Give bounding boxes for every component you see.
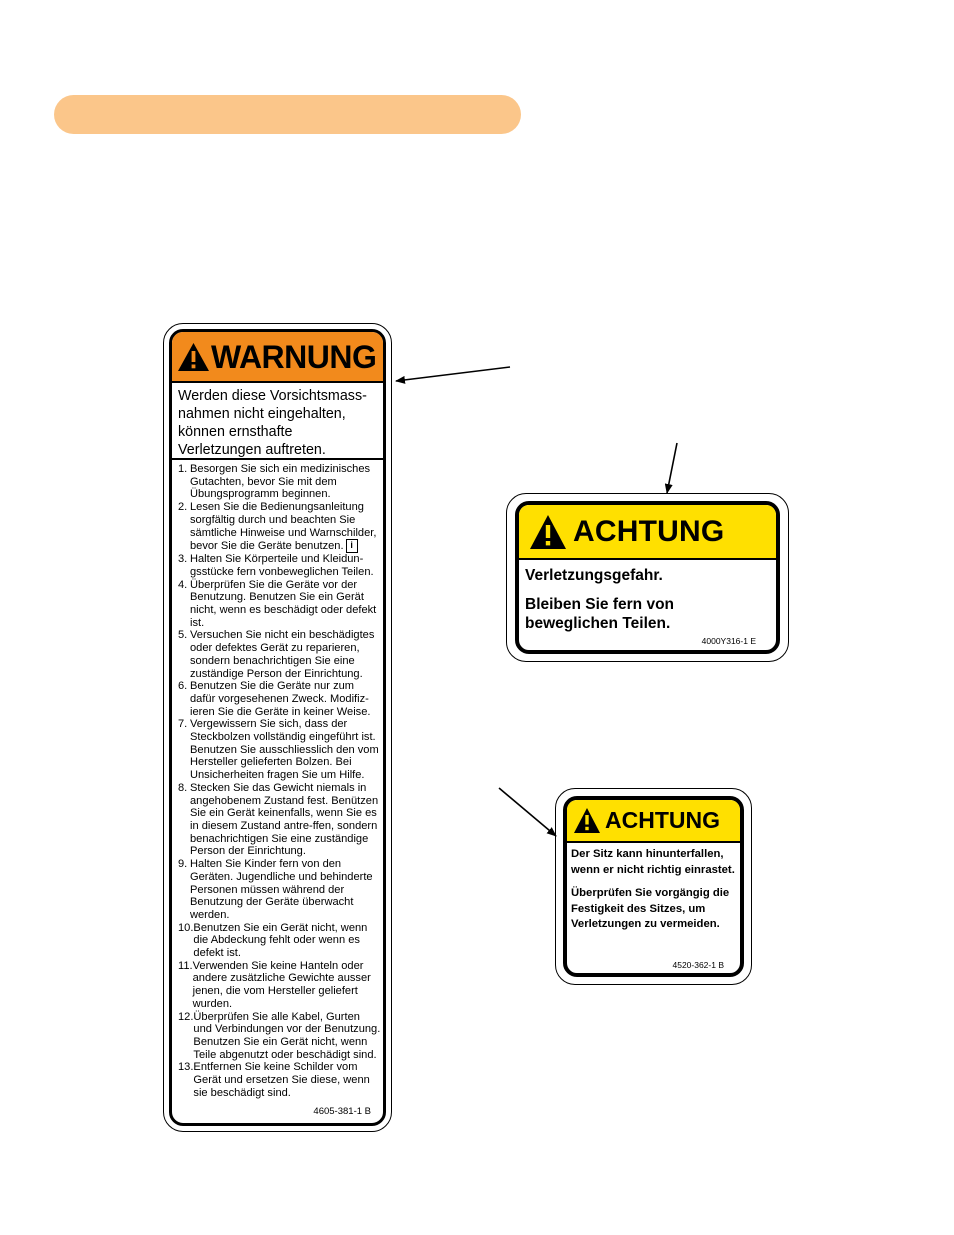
caution-label-title: ACHTUNG [605, 807, 720, 833]
caution-label-code: 4000Y316-1 E [701, 636, 756, 646]
item-text: Benutzen Sie die Geräte nur zum dafür vorgesehenen Zweck. Modifiz-ieren Sie die Geräte in keiner Weise. [190, 680, 371, 718]
arrow-to-warning-label [396, 367, 510, 381]
caution-text-line: Verletzungsgefahr. [525, 567, 663, 584]
arrow-to-caution-label-2 [499, 788, 556, 836]
item-number: 9. [178, 858, 188, 871]
item-number: 11. [178, 959, 193, 972]
item-text: Stecken Sie das Gewicht niemals in angehobenem Zustand fest. Benützen Sie ein Gerät keinenfalls, wenn Sie es in diesem Zustand antre-ffen, sondern benachrichtigen Sie eine zuständige Person der Einrichtung. [190, 781, 379, 858]
item-text: Halten Sie Kinder fern von den Geräten. Jugendliche und behinderte Personen müssen während der Benutzung der Geräte überwacht werden. [190, 858, 373, 921]
item-text: Versuchen Sie nicht ein beschädigtes oder defektes Gerät zu reparieren, sondern benachrichtigen Sie eine zuständige Person der Einrichtung. [190, 629, 375, 680]
item-text: Besorgen Sie sich ein medizinisches Gutachten, bevor Sie mit dem Übungsprogramm beginnen. [190, 463, 371, 501]
item-number: 3. [178, 553, 188, 566]
item-number: 8. [178, 781, 188, 794]
caution-text-line: Bleiben Sie fern von beweglichen Teilen. [525, 596, 675, 632]
warning-label-code: 4605-381-1 B [313, 1106, 371, 1117]
caution-label-title: ACHTUNG [573, 514, 725, 548]
caution-text-line: Der Sitz kann hinunterfallen, wenn er nicht richtig einrastet. [571, 848, 735, 876]
item-number: 5. [178, 629, 188, 642]
manual-info-icon: i [346, 539, 358, 553]
item-text-content: Lesen Sie die Bedienungsanleitung sorgfältig durch und beachten Sie sämtliche Hinweise und Warnschilder, bevor Sie die Geräte benutzen. [190, 501, 377, 553]
item-text: Überprüfen Sie die Geräte vor der Benutzung. Benutzen Sie ein Gerät nicht, wenn es beschädigt oder defekt ist. [190, 578, 377, 629]
item-number: 6. [178, 680, 188, 693]
item-number: 10. [178, 921, 194, 934]
item-number: 12. [178, 1010, 194, 1023]
item-number: 2. [178, 501, 188, 514]
item-number: 4. [178, 578, 188, 591]
arrow-to-caution-label-1 [667, 443, 677, 493]
item-number: 7. [178, 718, 188, 731]
intro-line: können ernsthafte [178, 424, 293, 440]
item-text: Vergewissern Sie sich, dass der Steckbolzen vollständig eingeführt ist. Benutzen Sie ausschliesslich den vom Hersteller gelieferten Bolzen. Bei Unsicherheiten fragen Sie um Hilfe. [190, 718, 379, 782]
item-number: 1. [178, 463, 188, 475]
warning-label-title: WARNUNG [211, 338, 377, 375]
item-text: Halten Sie Körperteile und Kleidun-gsstücke fern vonbeweglichen Teilen. [190, 553, 374, 578]
intro-line: Werden diese Vorsichtsmass- [178, 388, 367, 404]
item-text: Entfernen Sie keine Schilder vom Gerät und ersetzen Sie diese, wenn sie beschädigt sind. [193, 1061, 370, 1099]
intro-line: nahmen nicht eingehalten, [178, 406, 346, 422]
item-text: Verwenden Sie keine Hanteln oder andere zusätzliche Gewichte ausser jenen, die vom Hersteller geliefert wurden. [192, 959, 371, 1010]
caution-text-line: Überprüfen Sie vorgängig die Festigkeit des Sitzes, um Verletzungen zu vermeiden. [571, 887, 730, 930]
item-text: Benutzen Sie ein Gerät nicht, wenn die Abdeckung fehlt oder wenn es defekt ist. [193, 921, 368, 960]
intro-line: Verletzungen auftreten. [178, 442, 326, 458]
item-text: Überprüfen Sie alle Kabel, Gurten und Verbindungen vor der Benutzung. Benutzen Sie ein Gerät nicht, wenn Teile abgenutzt oder beschädigt sind. [193, 1010, 381, 1061]
caution-label-code: 4520-362-1 B [672, 960, 724, 970]
item-number: 13. [178, 1061, 194, 1074]
